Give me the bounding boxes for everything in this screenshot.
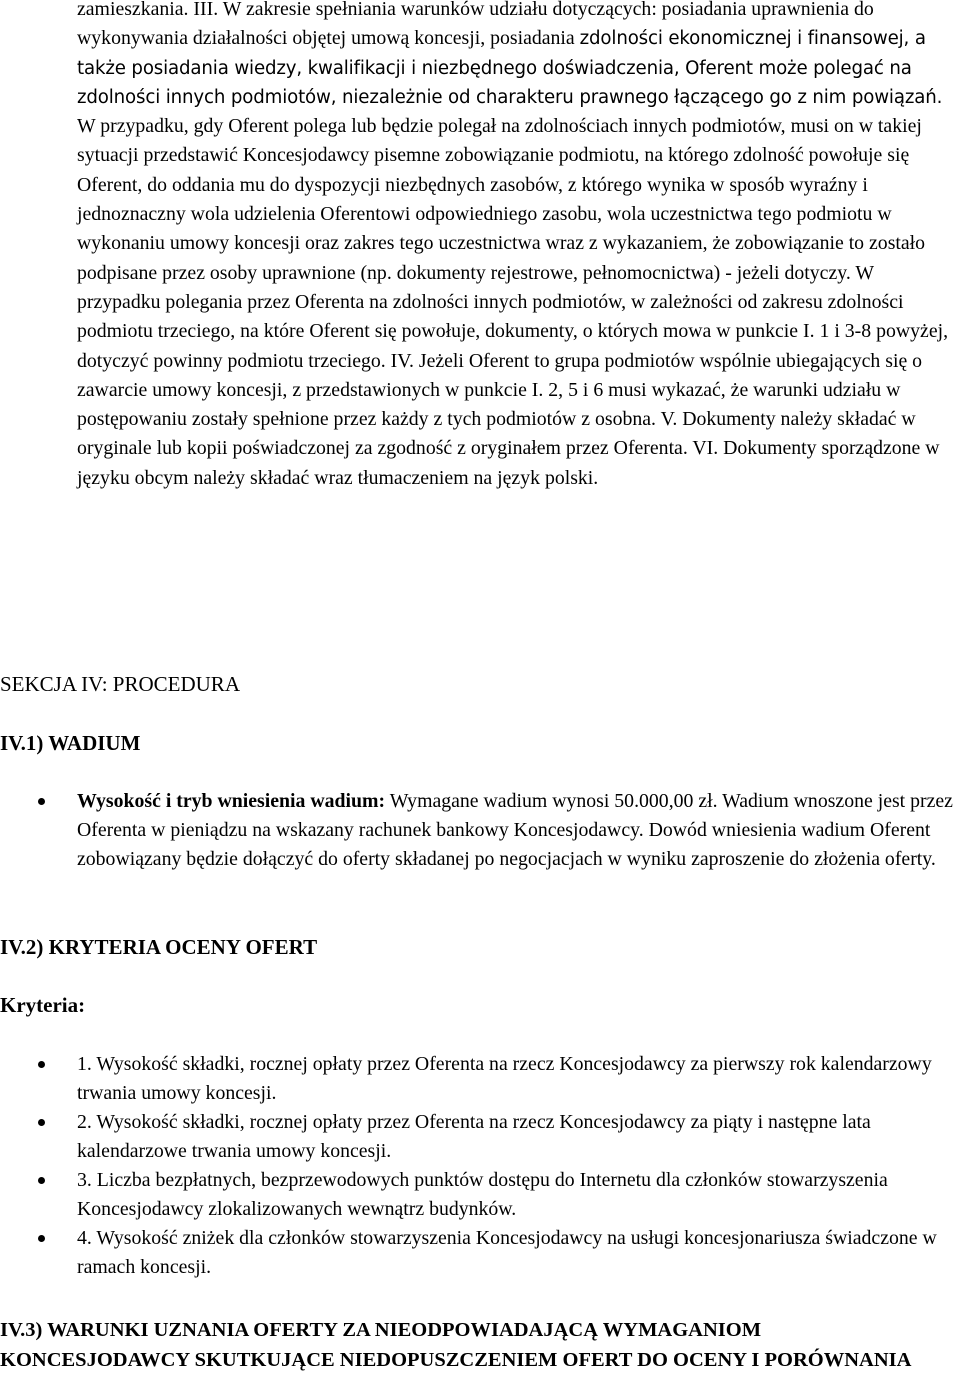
list-item	[0, 1224, 957, 1282]
bullet-icon	[38, 1177, 45, 1184]
bullet-icon	[38, 1235, 45, 1242]
paragraph-part-1: zamieszkania. III. W zakresie spełniania warunków udziału dotyczących: posiadania uprawnienia do wykonywania działalności objętej umową koncesji, posiadania	[77, 0, 874, 50]
warunki-heading: IV.3) WARUNKI UZNANIA OFERTY ZA NIEODPOWIADAJĄCĄ WYMAGANIOM KONCESJODAWCY SKUTKUJĄCE NIEDOPUSZCZENIEM OFERT DO OCENY I PORÓWNANIA	[0, 1319, 912, 1371]
wadium-label: Wysokość i tryb wniesienia wadium:	[77, 790, 386, 812]
wadium-heading: IV.1) WADIUM	[0, 731, 141, 755]
kryteria-label: Kryteria:	[0, 993, 86, 1017]
paragraph-part-2: zdolności ekonomicznej i finansowej, a także posiadania wiedzy, kwalifikacji i niezbędnego doświadczenia, Oferent może polegać na zdolności innych podmiotów, niezależnie od charakteru prawnego łączącego go z nim powiązań.	[77, 28, 943, 108]
paragraph-part-3: W przypadku, gdy Oferent polega lub będzie polegał na zdolnościach innych podmiotów, musi on w takiej sytuacji przedstawić Koncesjodawcy pisemne zobowiązanie podmiotu, na którego zdolność powołuje się Oferent, do oddania mu do dyspozycji niezbędnych zasobów, z którego wynika w sposób wyraźny i jednoznaczny wola udzielenia Oferentowi odpowiedniego zasobu, wola uczestnictwa tego podmiotu w wykonaniu umowy koncesji oraz zakres tego uczestnictwa wraz z wykazaniem, że zobowiązanie to zostało podpisane przez osoby uprawnione (np. dokumenty rejestrowe, pełnomocnictwa) - jeżeli dotyczy. W przypadku polegania przez Oferenta na zdolności innych podmiotów, w zależności od zakresu zdolności podmiotu trzeciego, na które Oferent się powołuje, dokumenty, o których mowa w punkcie I. 1 i 3-8 powyżej, dotyczyć powinny podmiotu trzeciego. IV. Jeżeli Oferent to grupa podmiotów wspólnie ubiegających się o zawarcie umowy koncesji, z przedstawionych w punkcie I. 2, 5 i 6 musi wykazać, że warunki udziału w postępowaniu zostały spełnione przez każdy z tych podmiotów z osobna. V. Dokumenty należy składać w oryginale lub kopii poświadczonej za zgodność z oryginałem przez Oferenta. VI. Dokumenty sporządzone w języku obcym należy składać wraz tłumaczeniem na język polski.	[77, 115, 949, 489]
bullet-icon	[38, 1061, 45, 1068]
list-item	[0, 1050, 957, 1108]
kryterium-text: 2. Wysokość składki, rocznej opłaty przez Oferenta na rzecz Koncesjodawcy za piąty i następne lata kalendarzowe trwania umowy koncesji.	[77, 1111, 871, 1162]
conditions-paragraph	[77, 0, 957, 493]
kryterium-text: 1. Wysokość składki, rocznej opłaty przez Oferenta na rzecz Koncesjodawcy za pierwszy rok kalendarzowy trwania umowy koncesji.	[77, 1053, 932, 1104]
section-title: SEKCJA IV: PROCEDURA	[0, 672, 240, 696]
kryterium-text: 3. Liczba bezpłatnych, bezprzewodowych punktów dostępu do Internetu dla członków stowarzyszenia Koncesjodawcy zlokalizowanych wewnątrz budynków.	[77, 1169, 888, 1220]
kryterium-text: 4. Wysokość zniżek dla członków stowarzyszenia Koncesjodawcy na usługi koncesjonariusza świadczone w ramach koncesji.	[77, 1227, 937, 1278]
list-item	[0, 1166, 957, 1224]
list-item	[0, 787, 957, 874]
wadium-text: Wymagane wadium wynosi 50.000,00 zł. Wadium wnoszone jest przez Oferenta w pieniądzu na wskazany rachunek bankowy Koncesjodawcy. Dowód wniesienia wadium Oferent zobowiązany będzie dołączyć do oferty składanej po negocjacjach w wyniku zaproszenie do złożenia oferty.	[77, 790, 953, 870]
bullet-icon	[38, 1119, 45, 1126]
kryteria-heading: IV.2) KRYTERIA OCENY OFERT	[0, 935, 318, 959]
kryteria-list	[0, 1050, 960, 1282]
list-item	[0, 1108, 957, 1166]
wadium-list	[0, 787, 960, 874]
bullet-icon	[38, 798, 45, 805]
